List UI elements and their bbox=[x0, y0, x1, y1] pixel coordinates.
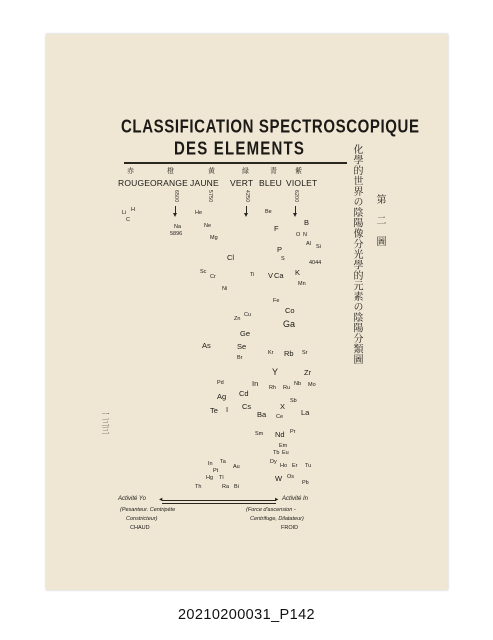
left-note-1: (Pesanteur. Centripète bbox=[120, 507, 176, 513]
element-ni: Ni bbox=[222, 286, 228, 292]
element-sb: Sb bbox=[290, 398, 297, 404]
label-rouge: ROUGE bbox=[118, 178, 151, 188]
element-pr: Pr bbox=[290, 429, 296, 435]
wavelength-6200: 6200 bbox=[293, 190, 299, 203]
element-s: S bbox=[281, 256, 285, 262]
element-f: F bbox=[274, 224, 279, 233]
element-br: Br bbox=[237, 355, 243, 361]
page-number: 一三三 bbox=[101, 410, 110, 434]
element-y: Y bbox=[272, 367, 279, 377]
activity-in-label: Activité In bbox=[282, 496, 309, 502]
arrow-4250 bbox=[246, 206, 247, 214]
element-ce: Ce bbox=[276, 414, 284, 420]
arrow-right-icon: ► bbox=[274, 497, 280, 503]
element-ga: Ga bbox=[283, 319, 296, 329]
wavelength-4250: 4250 bbox=[244, 190, 250, 203]
element-os: Os bbox=[287, 474, 295, 480]
element-cd: Cd bbox=[239, 389, 249, 398]
element-cs: Cs bbox=[242, 402, 252, 411]
wavelength-6500: 6500 bbox=[173, 190, 179, 203]
activity-double-line-lower bbox=[162, 503, 276, 504]
element-wavelength-4044: 4044 bbox=[309, 260, 322, 266]
chart-subtitle: DES ELEMENTS bbox=[174, 139, 306, 160]
arrow-6200 bbox=[295, 206, 296, 214]
right-note-1: (Force d'ascension - bbox=[246, 507, 296, 513]
element-c: C bbox=[126, 217, 130, 223]
document-page bbox=[46, 34, 448, 590]
element-in: In bbox=[252, 379, 259, 388]
element-eu: Eu bbox=[282, 450, 289, 456]
element-rh: Rh bbox=[269, 385, 277, 391]
element-pb: Pb bbox=[302, 480, 309, 486]
element-sc: Sc bbox=[200, 269, 207, 275]
element-w: W bbox=[275, 474, 283, 483]
element-hg: Hg bbox=[206, 475, 214, 481]
element-ge: Ge bbox=[240, 329, 251, 338]
label-jaune: JAUNE bbox=[190, 178, 219, 188]
element-ru: Ru bbox=[283, 385, 291, 391]
label-bleu: BLEU bbox=[259, 178, 283, 188]
right-note-2: Centrifuge, Dilatateur) bbox=[250, 516, 304, 522]
label-orange: ORANGE bbox=[150, 178, 189, 188]
label-vert: VERT bbox=[230, 178, 254, 188]
element-mo: Mo bbox=[308, 382, 316, 388]
element-ne: Ne bbox=[204, 223, 212, 229]
element-be: Be bbox=[265, 209, 272, 215]
element-v: V bbox=[268, 271, 274, 280]
element-si: Si bbox=[316, 244, 321, 250]
activity-yo-label: Activité Yo bbox=[118, 496, 146, 502]
element-cu: Cu bbox=[244, 312, 252, 318]
element-tb: Tb bbox=[273, 450, 280, 456]
vertical-caption: 化學的世界の陰陽像分光學的元素の陰陽分類圖 bbox=[351, 144, 362, 365]
element-mg: Mg bbox=[210, 235, 218, 241]
element-ag: Ag bbox=[217, 392, 227, 401]
element-au: Au bbox=[233, 464, 240, 470]
element-tl: Tl bbox=[219, 475, 224, 481]
element-sr: Sr bbox=[302, 350, 308, 356]
element-zr: Zr bbox=[304, 368, 312, 377]
element-em: Em bbox=[279, 443, 288, 449]
element-bi: Bi bbox=[234, 484, 239, 490]
element-zn: Zn bbox=[234, 316, 241, 322]
element-as: As bbox=[202, 341, 211, 350]
element-th: Th bbox=[195, 484, 202, 490]
left-note-2: Constricteur) bbox=[126, 516, 158, 522]
element-k: K bbox=[295, 268, 301, 277]
element-nb: Nb bbox=[294, 381, 302, 387]
element-sm: Sm bbox=[255, 431, 264, 437]
wavelength-5750: 5750 bbox=[207, 190, 213, 203]
element-in-lower: In bbox=[208, 461, 213, 467]
element-o: O bbox=[296, 232, 301, 238]
element-se: Se bbox=[237, 342, 247, 351]
element-rb: Rb bbox=[284, 349, 294, 358]
element-nd: Nd bbox=[275, 430, 285, 439]
element-b: B bbox=[304, 218, 310, 227]
element-cr: Cr bbox=[210, 274, 216, 280]
element-i: I bbox=[226, 405, 229, 414]
element-dy: Dy bbox=[270, 459, 277, 465]
right-note-froid: FROID bbox=[281, 525, 299, 531]
arrow-6500 bbox=[175, 206, 176, 214]
title-rule bbox=[124, 162, 347, 164]
arrow-left-icon: ◄ bbox=[158, 497, 164, 503]
figure-label: 第 二 圖 bbox=[374, 194, 385, 251]
element-al: Al bbox=[306, 241, 311, 247]
element-kr: Kr bbox=[268, 350, 274, 356]
element-ho: Ho bbox=[280, 463, 288, 469]
element-co: Co bbox=[285, 306, 295, 315]
label-violet: VIOLET bbox=[286, 178, 318, 188]
cjk-violet: 紫 bbox=[295, 168, 302, 175]
activity-double-line bbox=[162, 500, 276, 501]
element-fe: Fe bbox=[273, 298, 280, 304]
element-er: Er bbox=[292, 463, 298, 469]
element-ra: Ra bbox=[222, 484, 230, 490]
element-ba: Ba bbox=[257, 410, 267, 419]
left-note-chaud: CHAUD bbox=[130, 525, 150, 531]
element-pt: Pt bbox=[213, 468, 219, 474]
element-he: He bbox=[195, 210, 203, 216]
element-x: X bbox=[280, 402, 286, 411]
cjk-green: 緑 bbox=[242, 168, 249, 175]
element-tu: Tu bbox=[305, 463, 312, 469]
element-ca: Ca bbox=[274, 271, 284, 280]
element-h: H bbox=[131, 207, 135, 213]
chart-title: CLASSIFICATION SPECTROSCOPIQUE bbox=[121, 117, 420, 138]
cjk-orange: 橙 bbox=[167, 168, 174, 175]
element-na: Na bbox=[174, 224, 182, 230]
element-pd: Pd bbox=[217, 380, 224, 386]
element-ti: Ti bbox=[250, 272, 255, 278]
cjk-red: 赤 bbox=[127, 168, 134, 175]
cjk-blue: 青 bbox=[270, 168, 277, 175]
element-la: La bbox=[301, 408, 310, 417]
element-te: Te bbox=[210, 406, 218, 415]
element-n: N bbox=[303, 232, 307, 238]
element-na-wavelength: 5896 bbox=[170, 231, 183, 237]
element-li: Li bbox=[122, 210, 127, 216]
element-cl: Cl bbox=[227, 253, 235, 262]
image-caption: 20210200031_P142 bbox=[177, 607, 316, 623]
cjk-yellow: 黄 bbox=[208, 168, 215, 175]
element-mn: Mn bbox=[298, 281, 306, 287]
element-p: P bbox=[277, 245, 283, 254]
element-ta: Ta bbox=[220, 459, 226, 465]
